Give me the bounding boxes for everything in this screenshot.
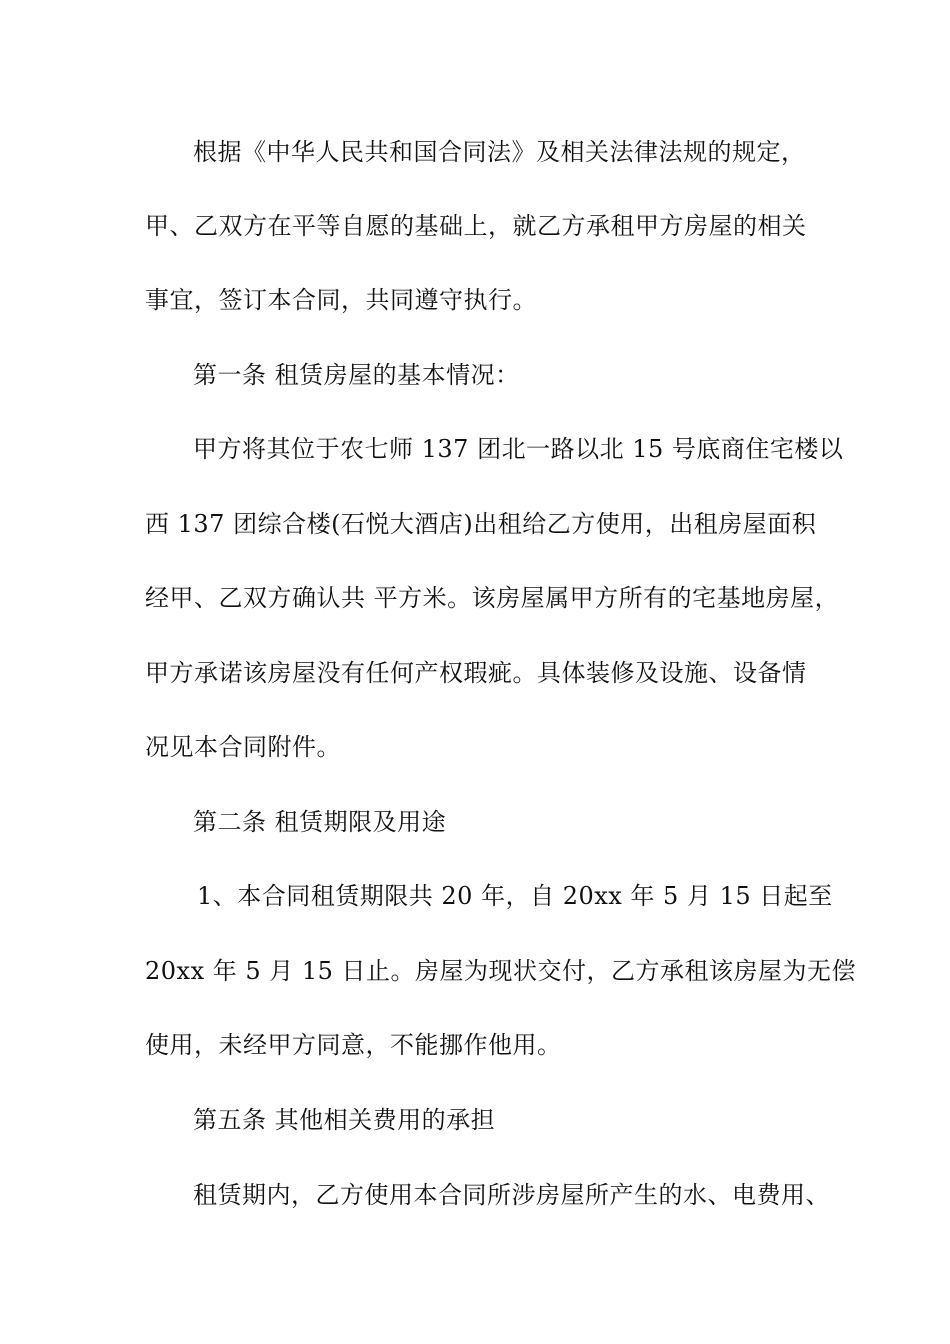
article-2-heading: 第二条 租赁期限及用途 (193, 808, 447, 836)
article-2-item-1-line-2: 20xx 年 5 月 15 日止。房屋为现状交付，乙方承租该房屋为无偿 (145, 957, 857, 985)
article-5-text-line-1: 租赁期内，乙方使用本合同所涉房屋所产生的水、电费用、 (193, 1181, 830, 1209)
paragraph-intro-line-2: 甲、乙双方在平等自愿的基础上，就乙方承租甲方房屋的相关 (145, 212, 807, 240)
paragraph-intro-line-1: 根据《中华人民共和国合同法》及相关法律法规的规定， (193, 138, 806, 166)
article-1-text-line-2: 西 137 团综合楼(石悦大酒店)出租给乙方使用，出租房屋面积 (145, 510, 817, 538)
article-1-text-line-3: 经甲、乙双方确认共 平方米。该房屋属甲方所有的宅基地房屋， (145, 584, 840, 612)
article-1-text-line-5: 况见本合同附件。 (145, 733, 341, 761)
article-1-text-line-4: 甲方承诺该房屋没有任何产权瑕疵。具体装修及设施、设备情 (145, 659, 807, 687)
article-2-item-1-line-3: 使用，未经甲方同意，不能挪作他用。 (145, 1031, 562, 1059)
article-1-heading: 第一条 租赁房屋的基本情况： (193, 361, 520, 389)
article-1-text-line-1: 甲方将其位于农七师 137 团北一路以北 15 号底商住宅楼以 (193, 435, 844, 463)
article-2-item-1-line-1: 1、本合同租赁期限共 20 年，自 20xx 年 5 月 15 日起至 (197, 882, 833, 910)
article-5-heading: 第五条 其他相关费用的承担 (193, 1106, 496, 1134)
paragraph-intro-line-3: 事宜，签订本合同，共同遵守执行。 (145, 286, 537, 314)
